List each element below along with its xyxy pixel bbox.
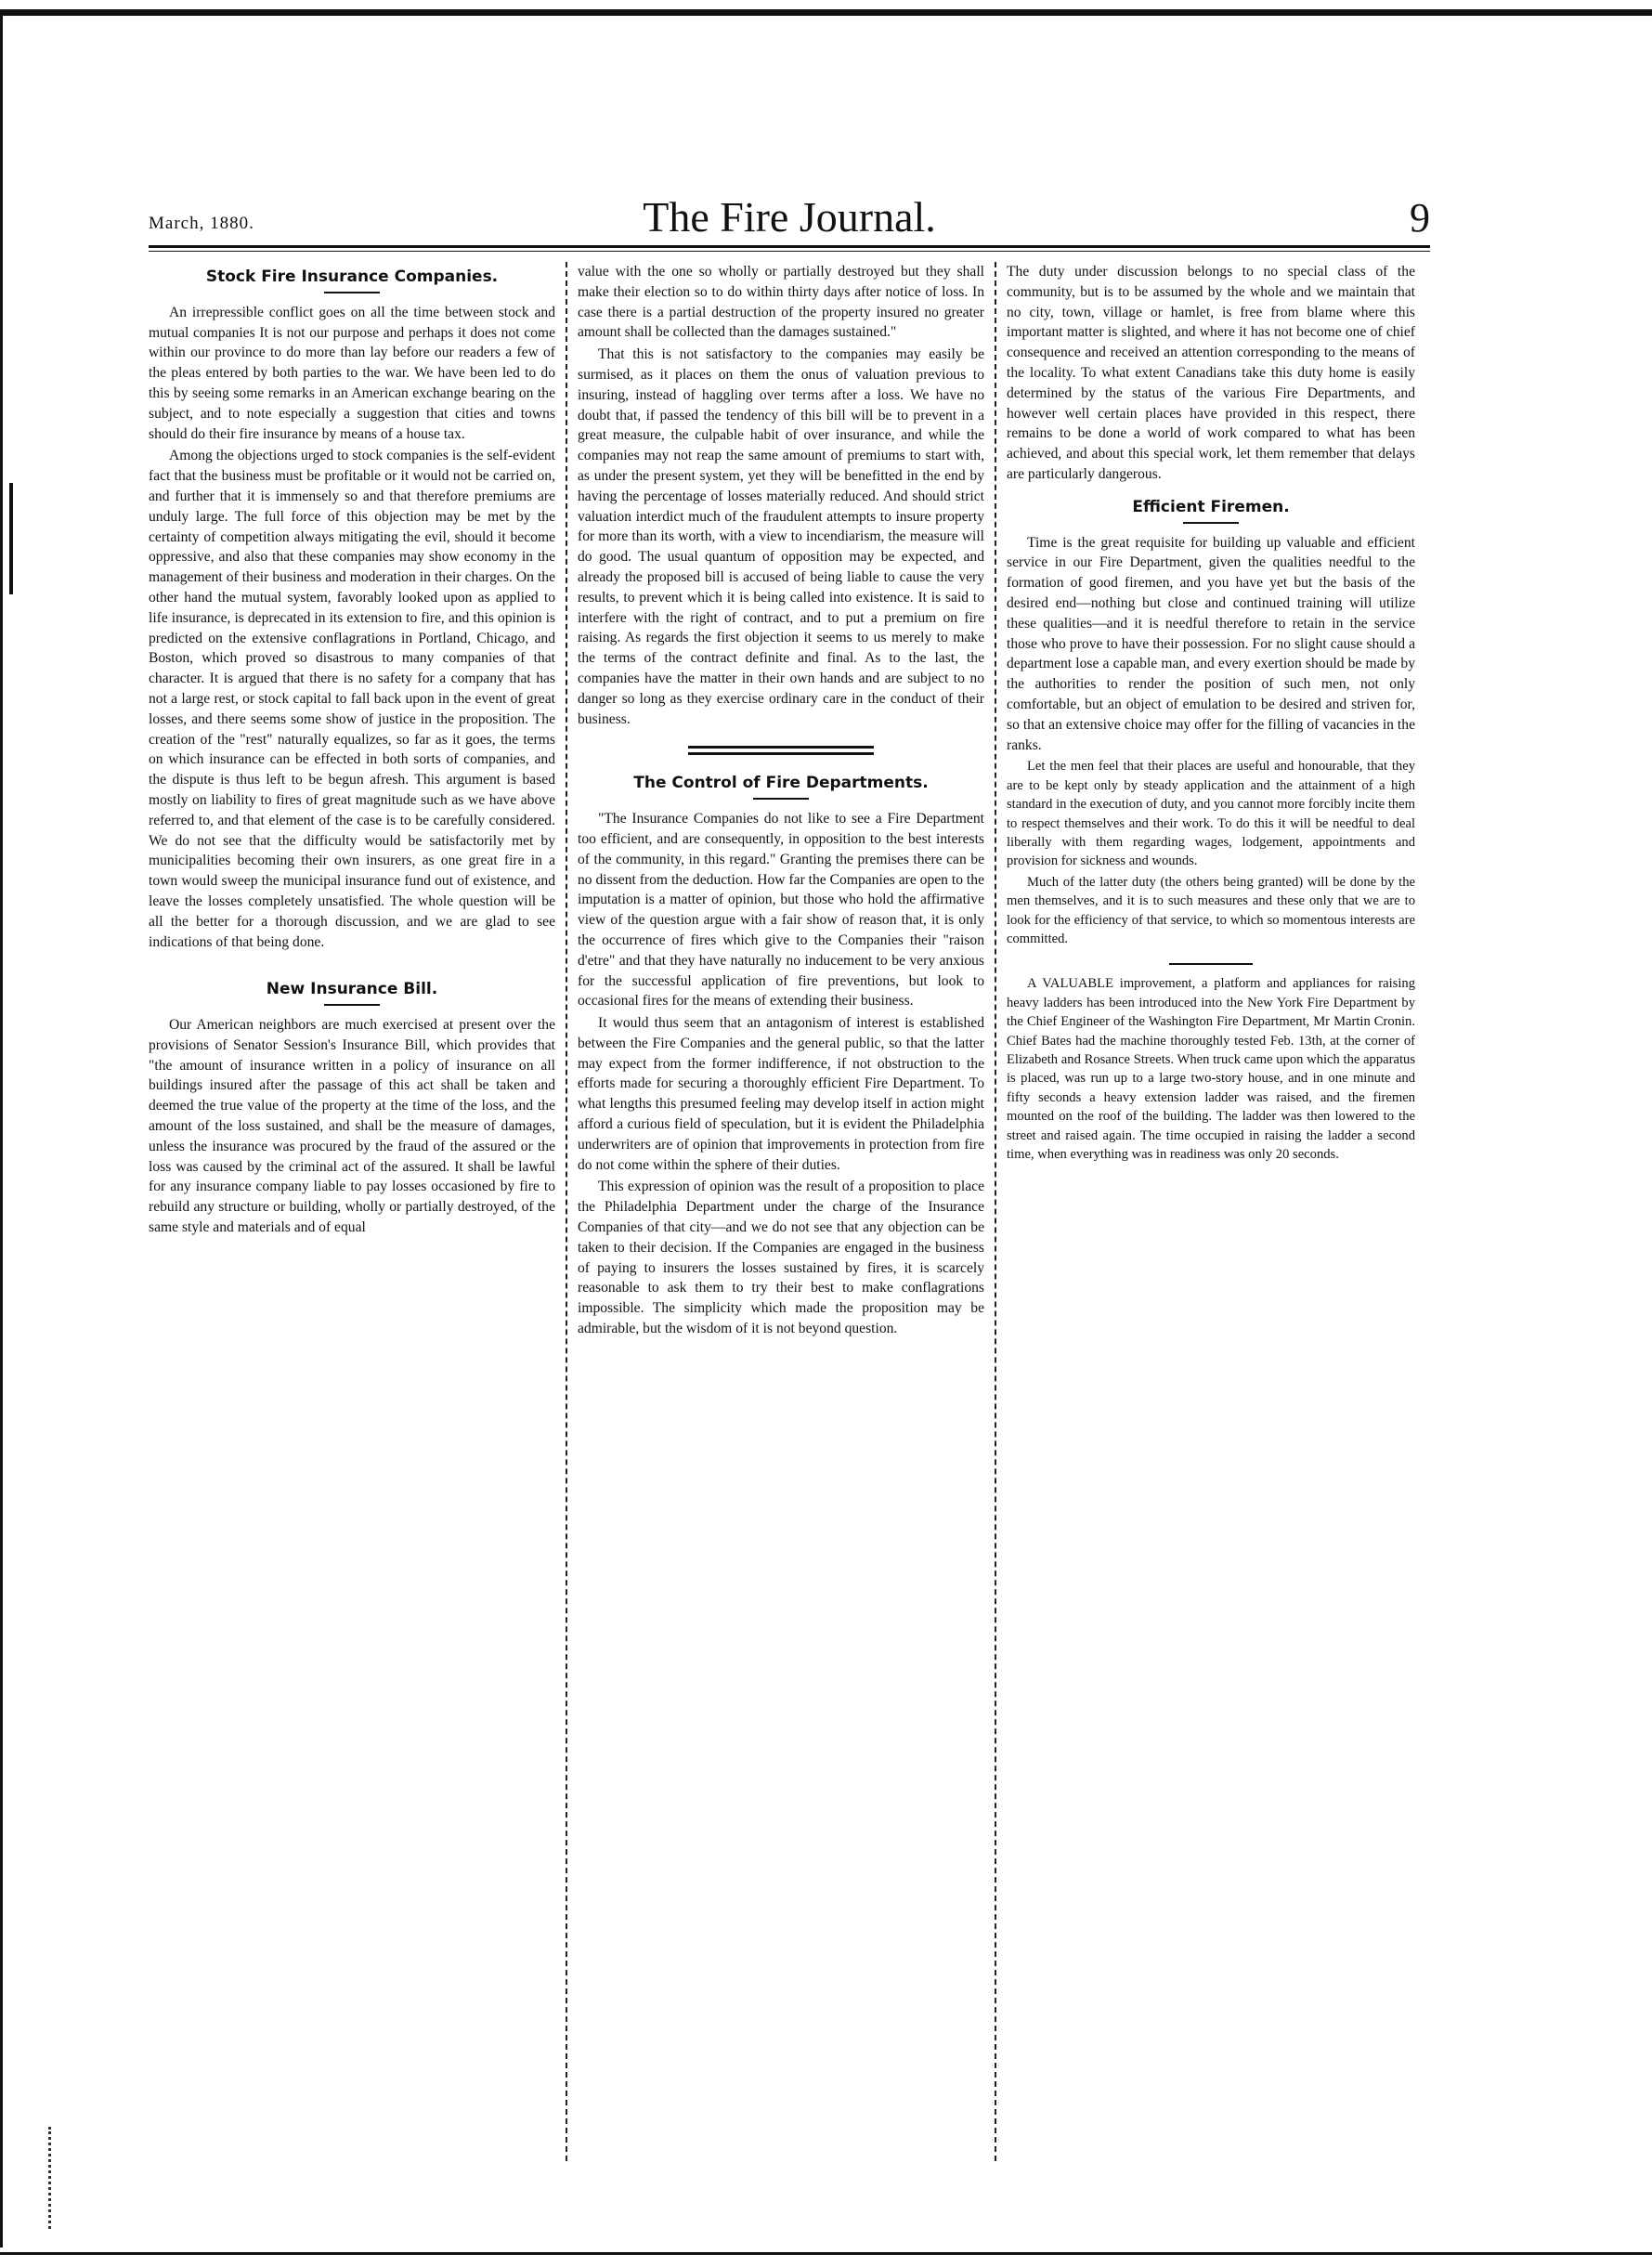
article-paragraph: "The Insurance Companies do not like to see a Fire Department too efficient, and are consequently, in opposition to the best interests of the community, in this regard." Granting the premises there can be no dissent from the deduction. How far the Companies are open to the imputation is a matter of opinion, but those who hold the affirmative view of the question argue with a fair show of reason that, it is only the occurrence of fires which give to the Companies their "raison d'etre" and that they have naturally no inducement to be very anxious for the successful application of fire preventions, but look to occasional fires for the means of extending their business. bbox=[578, 811, 984, 1010]
article-paragraph: Our American neighbors are much exercised at present over the provisions of Senator Session's Insurance Bill, which provides that "the amount of insurance written in a policy of insurance on all buildings insured after the passage of this act shall be taken and deemed the true value of the property at the time of the loss, and the amount of the loss sustained, and shall be the measure of damages, unless the insurance was procured by the fraud of the assured or the loss was caused by the criminal act of the assured. It shall be lawful for any insurance company liable to pay losses occasioned by fire to rebuild any structure or building, wholly or partially destroyed, of the same style and materials and of equal bbox=[149, 1017, 555, 1236]
article-paragraph: Let the men feel that their places are useful and honourable, that they are to be kept only by steady application and the attainment of a high standard in the execution of duty, and you cannot more forcibly incite them to respect themselves and their work. To do this it will be needful to deal liberally with them regarding wages, lodgement, appointments and provision for sickness and wounds. bbox=[1007, 759, 1415, 869]
column-1 bbox=[149, 262, 555, 1240]
article-paragraph: That this is not satisfactory to the companies may easily be surmised, as it places on them the onus of valuation previous to insuring, instead of haggling over terms after a loss. We have no doubt that, if passed the tendency of this bill will be to prevent in a great measure, the culpable habit of over insurance, and while the companies may not reap the same amount of premiums to start with, as under the present system, yet they will be benefitted in the end by having the percentage of losses materially reduced. And should strict valuation interdict much of the fraudulent attempts to insure property for more than its worth, with a view to incendiarism, the measure will do good. The usual quantum of opposition may be expected, and already the proposed bill is accused of being liable to cause the very results, to prevent which it is being called into existence. It is said to interfere with the right of contract, and to put a premium on fire raising. As regards the first objection it seems to us merely to make the terms of the contract definite and final. As to the last, the companies have the matter in their own hands and are subject to no danger so long as they exercise ordinary care in the conduct of their business. bbox=[578, 346, 984, 727]
article-paragraph: An irrepressible conflict goes on all the time between stock and mutual companies It is not our purpose and perhaps it does not come within our province to do more than lay before our readers a few of the pleas entered by both parties to the war. We have been led to do this by seeing some remarks in an American exchange bearing on the subject, and to note especially a suggestion that cities and towns should do their fire insurance by means of a house tax. bbox=[149, 304, 555, 442]
article-heading-bill: New Insurance Bill. bbox=[266, 980, 438, 999]
bottom-border-rule bbox=[0, 2252, 1652, 2255]
margin-dots bbox=[48, 2127, 54, 2229]
article-paragraph: It would thus seem that an antagonism of interest is established between the Fire Companies and the general public, so that the latter may expect from the former indifference, if not obstruction to the efforts made for securing a thoroughly efficient Fire Department. To what lengths this presumed feeling may develop itself in action might afford a curious field of speculation, but it is evident the Philadelphia underwriters are of opinion that improvements in protection from fire do not come within the sphere of their duties. bbox=[578, 1015, 984, 1173]
article-heading-control: The Control of Fire Departments. bbox=[633, 774, 929, 793]
article-paragraph: This expression of opinion was the result of a proposition to place the Philadelphia Department under the charge of the Insurance Companies of that city—and we do not see that any objection can be taken to their decision. If the Companies are engaged in the business of paying to insurers the losses sustained by fires, it is scarcely reasonable to ask them to try their best to make conflagrations impossible. The simplicity which made the proposition may be admirable, but the wisdom of it is not beyond question. bbox=[578, 1179, 984, 1337]
heading-rule bbox=[324, 1004, 380, 1006]
column-separator bbox=[995, 262, 996, 2161]
article-paragraph: The duty under discussion belongs to no special class of the community, but is to be assumed by the whole and we maintain that no city, town, village or hamlet, is free from blame where this important matter is slighted, and where it has not become one of chief consequence and received an attention corresponding to the means of the locality. To what extent Canadians take this duty home is easily determined by the status of the various Fire Departments, and however well certain places have provided in this respect, there remains to be done a world of work compared to what has been achieved, and about this special work, let them remember that delays are particularly dangerous. bbox=[1007, 264, 1415, 482]
article-heading-firemen: Efficient Firemen. bbox=[1132, 497, 1290, 516]
binding-mark bbox=[9, 483, 13, 594]
heading-rule bbox=[1183, 522, 1239, 524]
article-paragraph: A VALUABLE improvement, a platform and appliances for raising heavy ladders has been introduced into the New York Fire Department by the Chief Engineer of the Washington Fire Department, Mr Martin Cronin. Chief Bates had the machine thoroughly tested Feb. 13th, at the corner of Elizabeth and Rosance Streets. When truck came upon which the apparatus is placed, was run up to a large two-story house, and in one minute and fifty seconds a heavy extension ladder was raised, and the firemen mounted on the roof of the building. The ladder was then lowered to the street and raised again. The time occupied in raising the ladder a second time, when everything was in readiness was only 20 seconds. bbox=[1007, 976, 1415, 1163]
article-heading-stock: Stock Fire Insurance Companies. bbox=[205, 267, 499, 286]
header-rule bbox=[149, 245, 1430, 248]
top-border-rule bbox=[0, 9, 1652, 16]
article-paragraph: value with the one so wholly or partially destroyed but they shall make their election so to do within thirty days after notice of loss. In case there is a partial destruction of the property insured no greater amount shall be collected than the damages sustained." bbox=[578, 264, 984, 341]
section-divider bbox=[688, 746, 874, 755]
heading-rule bbox=[324, 292, 380, 293]
running-head bbox=[149, 186, 1430, 241]
article-paragraph: Among the objections urged to stock companies is the self-evident fact that the business must be profitable or it would not be carried on, and further that it is immensely so and that therefore premiums are unduly large. The full force of this objection may be met by the certainty of competition always mitigating the evil, should it become oppressive, and also that these companies may show economy in the management of their business and moderation in their charges. On the other hand the mutual system, favorably looked upon as applied to life insurance, is deprecated in its extension to fire, and this opinion is predicted on the extensive conflagrations in Portland, Chicago, and Boston, which proved so disastrous to many companies of that character. It is argued that there is no safety for a company that has not a large rest, or stock capital to fall back upon in the event of great losses, and there seems some show of justice in the proposition. The creation of the "rest" naturally equalizes, so far as it goes, the terms on which insurance can be effected in both sorts of companies, and the dispute is thus left to be begun afresh. This argument is based mostly on liability to fires of great magnitude such as we have above referred to, and that element of the case is to be carefully considered. We do not see that the difficulty would be satisfactorily met by municipalities becoming their own insurers, as one great fire in a town would sweep the municipal insurance fund out of existence, and leave the losses completely unsatisfied. The whole question will be all the better for a thorough discussion, and we are glad to see indications of that being done. bbox=[149, 448, 555, 950]
column-2 bbox=[578, 262, 984, 1341]
journal-title: The Fire Journal. bbox=[643, 193, 936, 241]
section-rule bbox=[1169, 963, 1253, 965]
left-border-rule bbox=[0, 9, 3, 2247]
heading-rule bbox=[753, 798, 809, 800]
column-separator bbox=[566, 262, 567, 2161]
header-rule-thin bbox=[149, 251, 1430, 252]
issue-date: March, 1880. bbox=[149, 214, 254, 233]
column-3 bbox=[1007, 262, 1415, 1166]
article-paragraph: Much of the latter duty (the others being granted) will be done by the men themselves, and it is to such measures and these only that we are to look for the efficiency of that service, to which so momentous interests are committed. bbox=[1007, 874, 1415, 946]
article-paragraph: Time is the great requisite for building up valuable and efficient service in our Fire Department, given the qualities needful to the formation of good firemen, and you have yet but the basis of the desired end—nothing but close and continued training will utilize these qualities—and it is needful therefore to retain in the service those who prove to have their possession. For no slight cause should a department lose a capable man, and every exertion should be made by the authorities to render the position of such men, not only comfortable, but an object of emulation to be desired and striven for, so that an extensive choice may offer for the filling of vacancies in the ranks. bbox=[1007, 534, 1415, 753]
page-number: 9 bbox=[1410, 195, 1430, 241]
